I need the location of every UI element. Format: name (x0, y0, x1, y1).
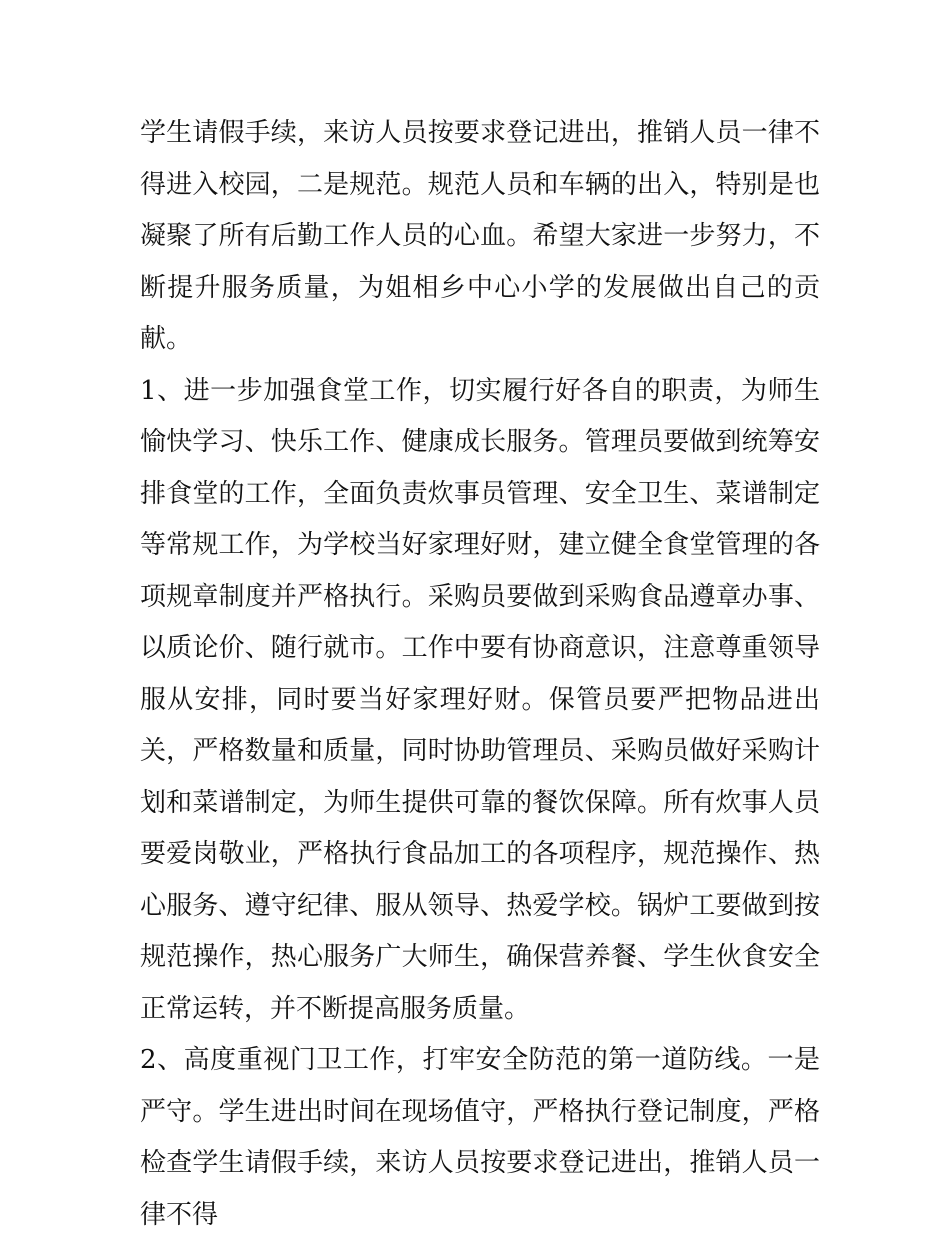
document-body (140, 108, 820, 1241)
paragraph-gatekeeping: 2、高度重视门卫工作，打牢安全防范的第一道防线。一是严守。学生进出时间在现场值守，严格执行登记制度，严格检查学生请假手续，来访人员按要求登记进出，推销人员一律不得 (140, 1045, 820, 1230)
paragraph-intro: 学生请假手续，来访人员按要求登记进出，推销人员一律不得进入校园，二是规范。规范人员和车辆的出入，特别是也凝聚了所有后勤工作人员的心血。希望大家进一步努力，不断提升服务质量，为姐相乡中心小学的发展做出自己的贡献。 (140, 118, 820, 354)
paragraph-canteen: 1、进一步加强食堂工作，切实履行好各自的职责，为师生愉快学习、快乐工作、健康成长服务。管理员要做到统筹安排食堂的工作，全面负责炊事员管理、安全卫生、菜谱制定等常规工作，为学校当好家理好财，建立健全食堂管理的各项规章制度并严格执行。采购员要做到采购食品遵章办事、以质论价、随行就市。工作中要有协商意识，注意尊重领导服从安排，同时要当好家理好财。保管员要严把物品进出关，严格数量和质量，同时协助管理员、采购员做好采购计划和菜谱制定，为师生提供可靠的餐饮保障。所有炊事人员要爱岗敬业，严格执行食品加工的各项程序，规范操作、热心服务、遵守纪律、服从领导、热爱学校。锅炉工要做到按规范操作，热心服务广大师生，确保营养餐、学生伙食安全正常运转，并不断提高服务质量。 (140, 375, 820, 1024)
